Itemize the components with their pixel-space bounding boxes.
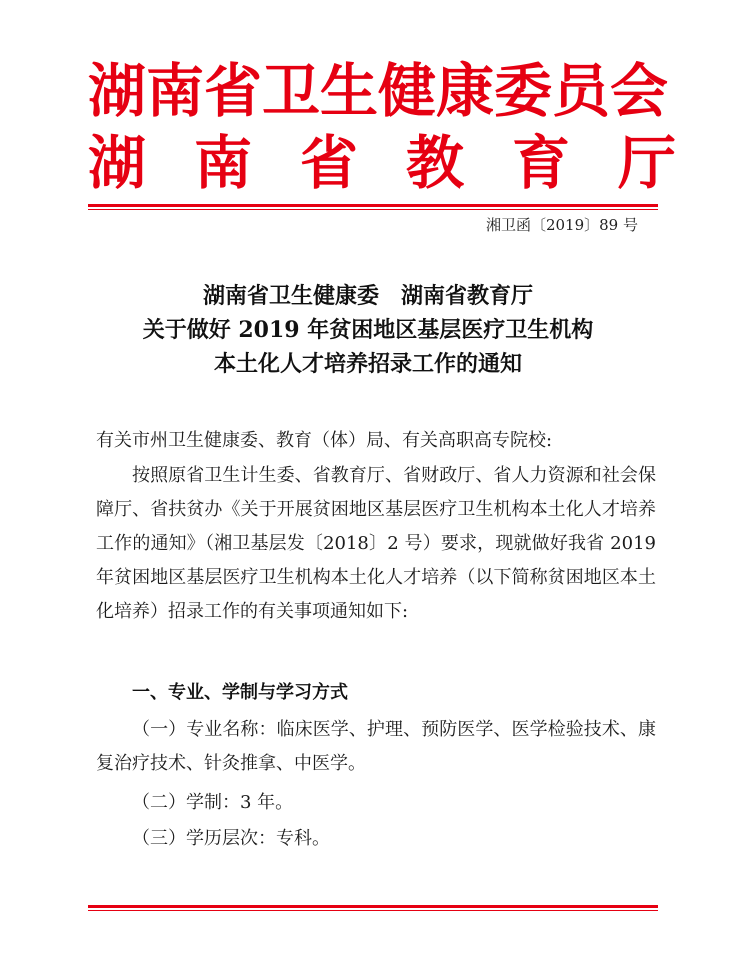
section-heading: 一、专业、学制与学习方式 bbox=[132, 682, 348, 703]
red-header-rule-thin bbox=[88, 209, 658, 210]
red-footer-rule bbox=[88, 905, 658, 908]
red-header-rule bbox=[88, 204, 658, 207]
document-number: 湘卫函〔2019〕89 号 bbox=[485, 216, 638, 234]
issuer-header-education-dept: 湖南省教育厅 bbox=[88, 129, 725, 197]
document-title-line2: 关于做好 2019 年贫困地区基层医疗卫生机构 bbox=[142, 317, 594, 343]
list-item: （三）学历层次：专科。 bbox=[132, 828, 330, 849]
intro-paragraph: 按照原省卫生计生委、省教育厅、省财政厅、省人力资源和社会保障厅、省扶贫办《关于开展贫困地区基层医疗卫生机构本土化人才培养工作的通知》（湘卫基层发〔2018〕2 号）要求，现就做好我省 2019 年贫困地区基层医疗卫生机构本土化人才培养（以下简称贫困地区本土化培养）招录工作的有关事项通知如下: bbox=[96, 465, 656, 622]
issuer-header-health-commission: 湖南省卫生健康委员会 bbox=[88, 57, 669, 125]
document-title-line1: 湖南省卫生健康委 湖南省教育厅 bbox=[202, 283, 533, 309]
list-item: （一）专业名称：临床医学、护理、预防医学、医学检验技术、康复治疗技术、针灸推拿、中医学。 bbox=[96, 719, 656, 774]
addressee: 有关市州卫生健康委、教育（体）局、有关高职高专院校: bbox=[96, 430, 553, 451]
list-item: （二）学制：3 年。 bbox=[132, 792, 294, 813]
document-title-line3: 本土化人才培养招录工作的通知 bbox=[213, 351, 522, 377]
red-footer-rule-thin bbox=[88, 910, 658, 911]
